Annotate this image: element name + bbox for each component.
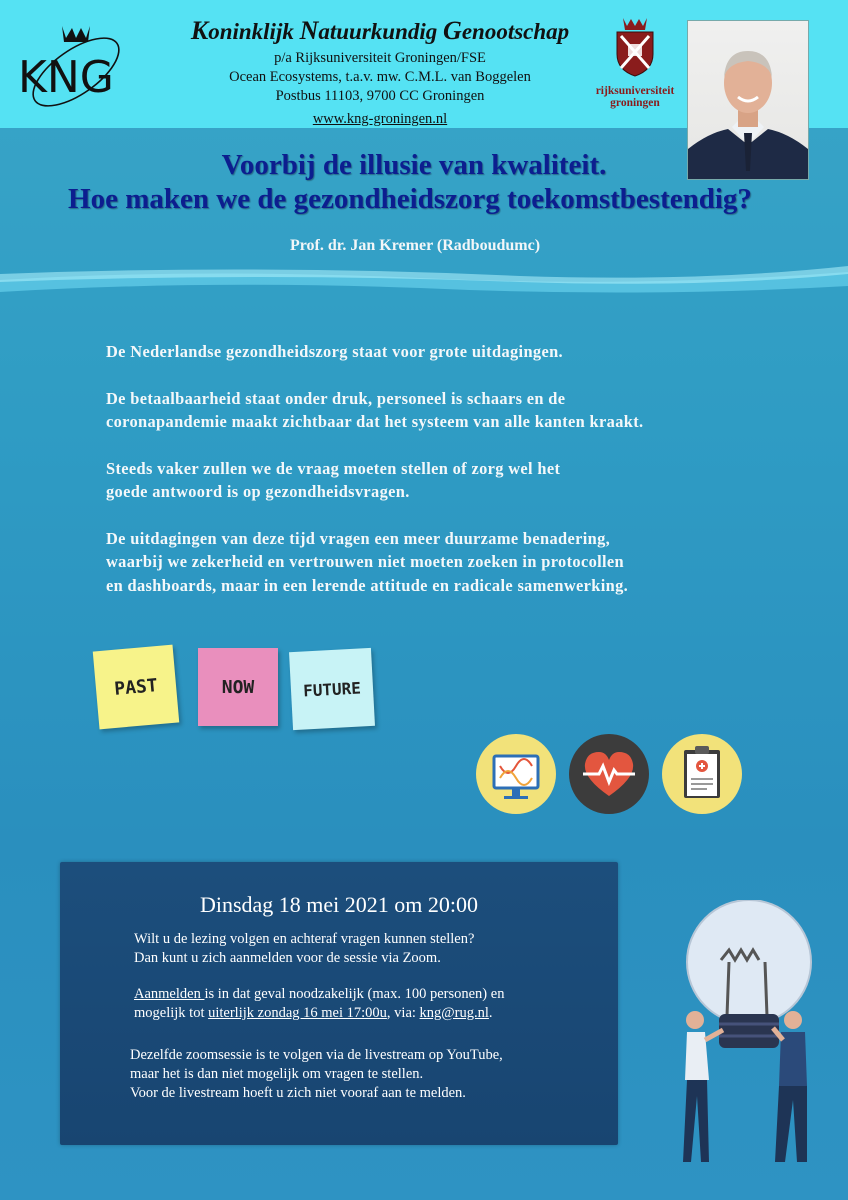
event-info-box: [60, 862, 618, 1145]
address-line: p/a Rijksuniversiteit Groningen/FSE: [274, 50, 486, 66]
paragraph: De uitdagingen van deze tijd vragen een meer duurzame benadering, waarbij we zekerheid en vertrouwen niet moeten zoeken in protocollen en dashboards, maar in een lerende attitude en radicale samenwerking.: [106, 528, 629, 595]
event-date: Dinsdag 18 mei 2021 om 20:00: [199, 892, 479, 917]
sticky-note-future: FUTURE: [289, 648, 375, 730]
university-name: rijksuniversiteit groningen: [595, 85, 675, 109]
deadline: uiterlijk zondag 16 mei 17:00u: [208, 1005, 387, 1021]
address-line: Ocean Ecosystems, t.a.v. mw. C.M.L. van Boggelen: [229, 69, 531, 85]
university-logo: [594, 14, 676, 118]
registration-info: Aanmelden is in dat geval noodzakelijk (max. 100 personen) en mogelijk tot uiterlijk zondag 16 mei 17:00u, via: kng@rug.nl.: [134, 986, 505, 1021]
livestream-info: Dezelfde zoomsessie is te volgen via de livestream op YouTube, maar het is dan niet mogelijk om vragen te stellen. Voor de livestream hoeft u zich niet vooraf aan te melden.: [130, 1047, 503, 1101]
sticky-note-past: PAST: [93, 645, 179, 730]
lightbulb-team-illustration: [665, 900, 825, 1170]
speaker-name: Prof. dr. Jan Kremer (Radboudumc): [289, 237, 541, 254]
monitor-dna-icon: [476, 734, 556, 814]
paragraph: Steeds vaker zullen we de vraag moeten stellen of zorg wel het goede antwoord is op gezondheidsvragen.: [106, 458, 561, 501]
kng-logo-text: KNG: [18, 52, 114, 103]
medical-report-icon: [662, 734, 742, 814]
paragraph: De betaalbaarheid staat onder druk, personeel is schaars en de coronapandemie maakt zichtbaar dat het systeem van alle kanten kraakt.: [106, 388, 644, 431]
zoom-info: Wilt u de lezing volgen en achteraf vragen kunnen stellen? Dan kunt u zich aanmelden voor de sessie via Zoom.: [134, 931, 475, 966]
organisation-block: [160, 16, 600, 128]
sticky-note-now: NOW: [198, 648, 278, 726]
heart-pulse-icon: [569, 734, 649, 814]
description: [106, 340, 806, 620]
wave-decoration: [0, 252, 848, 312]
organisation-name: Koninklijk Natuurkundig Genootschap: [190, 16, 570, 45]
email-link[interactable]: kng@rug.nl: [419, 1005, 489, 1021]
kng-logo: [14, 14, 140, 114]
paragraph: De Nederlandse gezondheidszorg staat voor grote uitdagingen.: [106, 342, 563, 361]
university-crest-icon: [613, 14, 657, 78]
address-line: Postbus 11103, 9700 CC Groningen: [275, 88, 485, 104]
talk-title: Voorbij de illusie van kwaliteit. Hoe maken we de gezondheidszorg toekomstbestendig?: [68, 149, 752, 215]
website-link[interactable]: www.kng-groningen.nl: [312, 111, 448, 127]
register-link[interactable]: Aanmelden: [134, 986, 205, 1002]
